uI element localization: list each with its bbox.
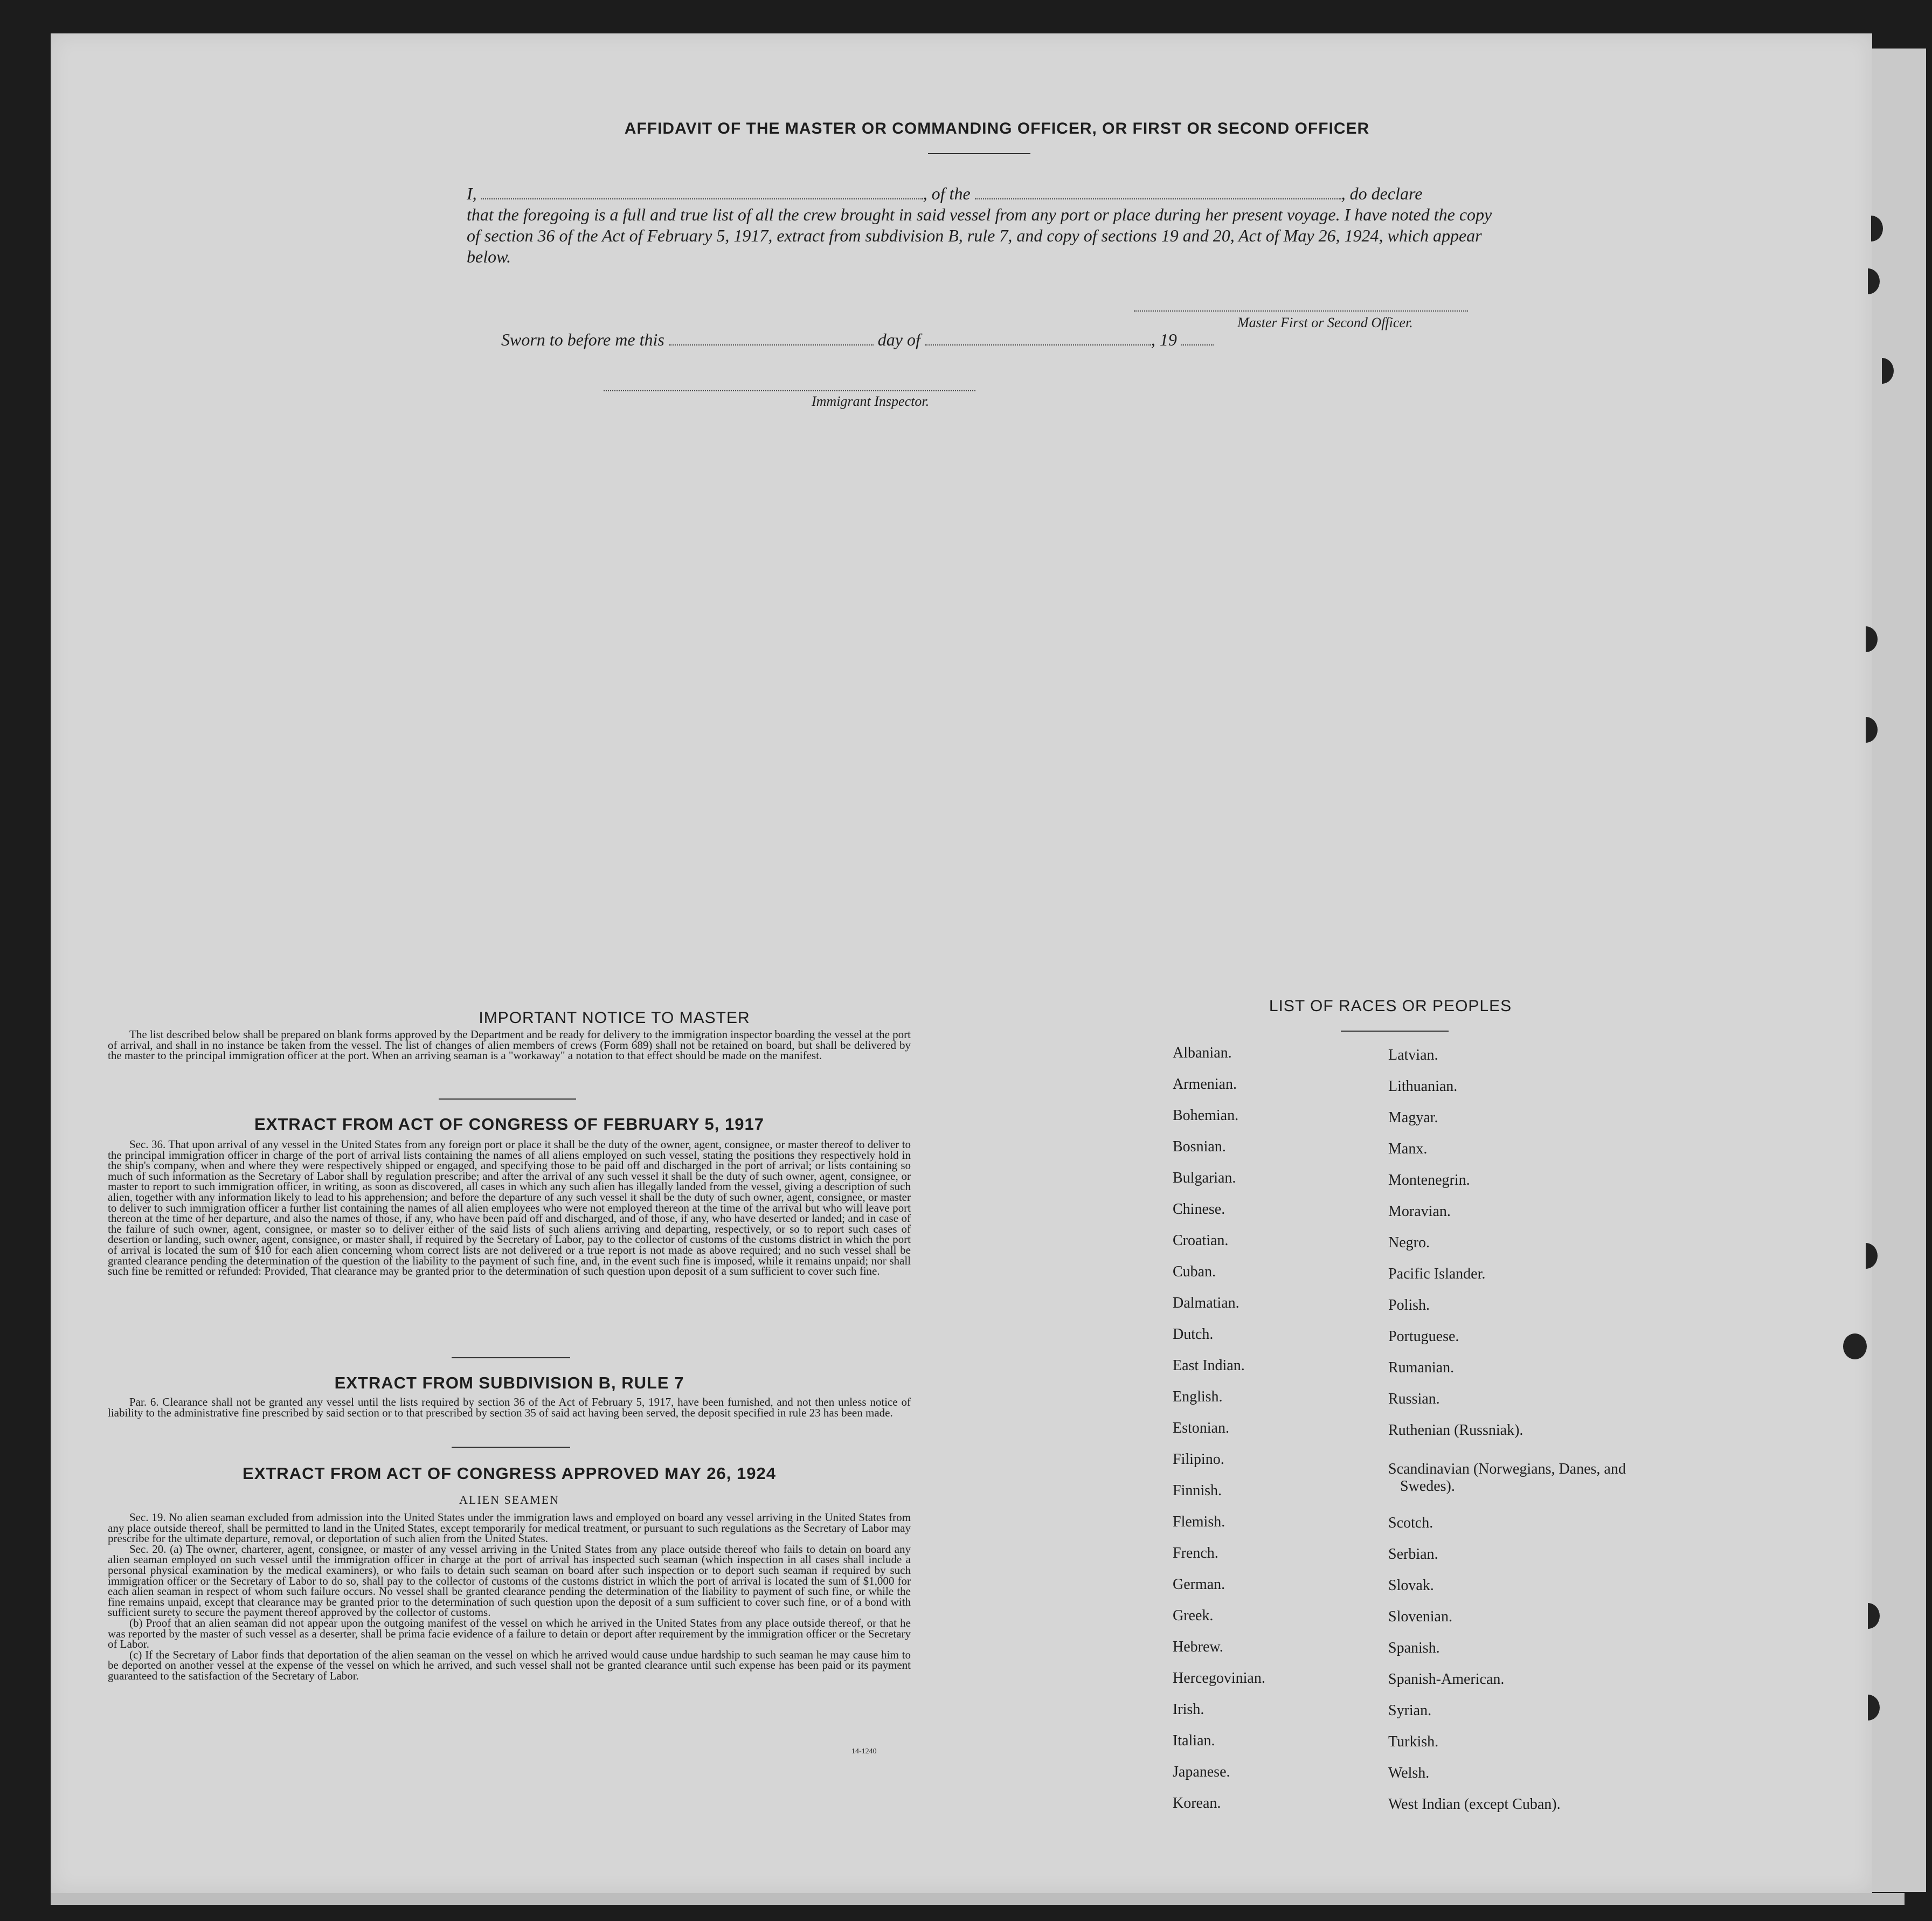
rule-7-title: EXTRACT FROM SUBDIVISION B, RULE 7 (334, 1373, 684, 1392)
section-20b-text: (b) Proof that an alien seaman did not appear upon the outgoing manifest of the vessel on which he arrived in the United States from any place outside thereof, or that he was reported by the master of such vessel as a deserter, shall be prima facie evidence of a failure to detain or deport after requirement by the immigration officer or the Secretary of Labor. (108, 1616, 911, 1651)
officer-signature-line[interactable] (1134, 310, 1468, 312)
race-item: Greek. (1173, 1607, 1214, 1624)
race-item: Negro. (1388, 1234, 1430, 1251)
form-number: 14-1240 (851, 1747, 877, 1756)
race-item: West Indian (except Cuban). (1388, 1796, 1561, 1813)
race-item: Filipino. (1173, 1451, 1224, 1468)
vessel-field[interactable] (975, 196, 1341, 199)
race-item: Bohemian. (1173, 1107, 1239, 1124)
race-item: Estonian. (1173, 1420, 1229, 1436)
race-item: French. (1173, 1545, 1218, 1561)
day-of-label: day of (877, 330, 920, 349)
race-item: Bulgarian. (1173, 1170, 1236, 1186)
declarant-prefix: I, (467, 184, 477, 203)
race-item: Spanish. (1388, 1640, 1440, 1656)
race-item: Scandinavian (Norwegians, Danes, and Swedes). (1388, 1461, 1626, 1495)
name-field[interactable] (481, 196, 923, 199)
race-item: Spanish-American. (1388, 1671, 1505, 1688)
inspector-signature-line[interactable] (604, 390, 975, 391)
race-item: Bosnian. (1173, 1138, 1226, 1155)
vessel-prefix: , of the (923, 184, 971, 203)
race-item: East Indian. (1173, 1357, 1245, 1374)
race-item: Polish. (1388, 1297, 1430, 1314)
race-item: Japanese. (1173, 1764, 1230, 1780)
race-item: Italian. (1173, 1732, 1215, 1749)
act-1924-body (108, 1512, 911, 1682)
race-item: Korean. (1173, 1795, 1221, 1812)
sworn-year-field[interactable] (1181, 342, 1214, 345)
race-item: Flemish. (1173, 1514, 1225, 1530)
year-label: , 19 (1151, 330, 1177, 349)
races-divider (1341, 1031, 1449, 1032)
race-item: Albanian. (1173, 1045, 1232, 1061)
sworn-line (501, 330, 1214, 350)
affidavit-line-1 (467, 183, 1496, 204)
section-19-text: Sec. 19. No alien seaman excluded from admission into the United States under the immigration laws and employed on board any vessel arriving in the United States from any place outside thereof, shall be permitted to land in the United States, except temporarily for medical treatment, or pursuant to such regulations as the Secretary of Labor may prescribe for the ultimate departure, removal, or deportation of such alien from the United States. (108, 1511, 911, 1545)
inspector-signature-label: Immigrant Inspector. (812, 393, 930, 409)
affidavit-title: AFFIDAVIT OF THE MASTER OR COMMANDING OFFICER, OR FIRST OR SECOND OFFICER (624, 120, 1370, 137)
sworn-date-field[interactable] (669, 342, 874, 345)
section-36-body: Sec. 36. That upon arrival of any vessel in the United States from any foreign port or place it shall be the duty of the owner, agent, consignee, or master thereof to deliver to the principal immigration officer in charge of the port of arrival lists containing the names of all aliens employed on such vessel, stating the positions they respectively hold in the ship's company, when and where they were respectively shipped or engaged, and specifying those to be paid off and discharged in the port of arrival; or lists containing so much of such information as the Secretary of Labor shall by regulation prescribe; and after the arrival of any such vessel it shall be the duty of such owner, agent, consignee, or master to report to such immigration officer, in writing, as soon as discovered, all cases in which any such alien has illegally landed from the vessel, giving a description of such alien, together with any information likely to lead to his apprehension; and before the departure of any such vessel it shall be the duty of such owner, agent, consignee, or master to deliver to such immigration officer a further list containing the names of all alien employees who were not employed thereon at the time of the arrival but who will leave port thereon at the time of her departure, and also the names of those, if any, who have been paid off and discharged, and of those, if any, who have deserted or landed; and in case of the failure of such owner, agent, consignee, or master so to deliver either of the said lists of such aliens arriving and departing, respectively, or so to report such cases of desertion or landing, such owner, agent, consignee, or master shall, if required by the Secretary of Labor, pay to the collector of customs of the customs district in which the port of arrival is located the sum of $10 for each alien concerning whom correct lists are not delivered or a true report is not made as above required; and no such vessel shall be granted clearance pending the determination of the question of the liability to the payment of such fine, and, in the event such fine is imposed, while it remains unpaid; nor shall such fine be remitted or refunded: Provided, That clearance may be granted prior to the determination of such question upon deposit of a sum sufficient to cover such fine. (108, 1138, 911, 1278)
race-item: Ruthenian (Russniak). (1388, 1422, 1524, 1439)
page-edge-bottom (51, 1893, 1905, 1905)
section-divider (452, 1357, 570, 1358)
binder-hole (1843, 1333, 1867, 1359)
race-item: Chinese. (1173, 1201, 1225, 1218)
race-item: Slovak. (1388, 1577, 1434, 1594)
race-item: German. (1173, 1576, 1225, 1593)
race-item: Irish. (1173, 1701, 1204, 1718)
race-item: Lithuanian. (1388, 1078, 1458, 1095)
race-item: English. (1173, 1388, 1223, 1405)
race-item: Moravian. (1388, 1203, 1451, 1220)
races-title: LIST OF RACES OR PEOPLES (1269, 997, 1512, 1015)
race-item: Dutch. (1173, 1326, 1214, 1343)
race-item: Finnish. (1173, 1482, 1222, 1499)
section-20c-text: (c) If the Secretary of Labor finds that deportation of the alien seaman on the vessel on which he arrived would cause undue hardship to such seaman he may cause him to be deported on another vessel at the expense of the vessel on which he arrived, and such vessel shall not be granted clearance until such expense has been paid or its payment guaranteed to the satisfaction of the Secretary of Labor. (108, 1648, 911, 1682)
affidavit-body (467, 183, 1496, 267)
section-divider (439, 1098, 576, 1100)
sworn-prefix: Sworn to before me this (501, 330, 664, 349)
race-item: Serbian. (1388, 1546, 1438, 1563)
race-item: Montenegrin. (1388, 1172, 1470, 1188)
race-item: Rumanian. (1388, 1359, 1455, 1376)
section-20a-text: Sec. 20. (a) The owner, charterer, agent, consignee, or master of any vessel arriving in the United States from any place outside thereof who fails to detain on board any alien seaman employed on such vessel until the immigration officer in charge at the port of arrival has inspected such seaman (which inspection in all cases shall include a personal physical examination by the medical examiners), or who fails to detain such seaman on board after such inspection or to deport such seaman if required by such immigration officer or the Secretary of Labor to do so, shall pay to the collector of customs of the customs district in which the port of arrival is located the sum of $1,000 for each alien seaman in respect of whom such failure occurs. No vessel shall be granted clearance pending the determination of the liability to payment of such fine, or while the fine remains unpaid, except that clearance may be granted prior to the determination of such question upon the deposit of a sum sufficient to cover such fine, or of a bond with sufficient surety to secure the payment thereof approved by the collector of customs. (108, 1542, 911, 1619)
sworn-month-field[interactable] (925, 342, 1151, 345)
declare-suffix: , do declare (1341, 184, 1423, 203)
race-item: Magyar. (1388, 1109, 1438, 1126)
race-item: Russian. (1388, 1391, 1440, 1407)
race-item: Cuban. (1173, 1263, 1216, 1280)
rule-7-body: Par. 6. Clearance shall not be granted any vessel until the lists required by section 36 of the Act of February 5, 1917, have been furnished, and not then unless notice of liability to the administrative fine prescribed by said section or to that prescribed by section 35 of said act having been served, the deposit specified in rule 23 has been made. (108, 1395, 911, 1419)
section-divider (452, 1447, 570, 1448)
act-1924-title: EXTRACT FROM ACT OF CONGRESS APPROVED MAY 26, 1924 (243, 1464, 776, 1483)
officer-signature-label: Master First or Second Officer. (1237, 315, 1413, 330)
title-divider (928, 153, 1030, 154)
affidavit-text: that the foregoing is a full and true list of all the crew brought in said vessel from any port or place during her present voyage. I have noted the copy of section 36 of the Act of February 5, 1917, extract from subdivision B, rule 7, and copy of sections 19 and 20, Act of May 26, 1924, which appear below. (467, 205, 1492, 266)
race-item: Croatian. (1173, 1232, 1229, 1249)
race-item: Latvian. (1388, 1047, 1438, 1063)
race-item: Welsh. (1388, 1765, 1430, 1781)
race-item: Hebrew. (1173, 1639, 1223, 1655)
race-item: Scotch. (1388, 1515, 1434, 1531)
alien-seamen-heading: ALIEN SEAMEN (459, 1493, 559, 1507)
race-item: Turkish. (1388, 1733, 1439, 1750)
notice-body: The list described below shall be prepared on blank forms approved by the Department and be ready for delivery to the immigration inspector boarding the vessel at the port of arrival, and shall in no instance be taken from the vessel. The list of changes of alien members of crews (Form 689) shall not be retained on board, but shall be delivered by the master to the principal immigration officer at the port. When an arriving seaman is a "workaway" a notation to that effect should be made on the manifest. (108, 1028, 911, 1062)
race-item: Armenian. (1173, 1076, 1237, 1093)
race-item: Hercegovinian. (1173, 1670, 1265, 1687)
race-item: Syrian. (1388, 1702, 1432, 1719)
notice-title: IMPORTANT NOTICE TO MASTER (479, 1009, 750, 1027)
race-item: Slovenian. (1388, 1608, 1452, 1625)
race-item: Manx. (1388, 1141, 1428, 1157)
section-36-title: EXTRACT FROM ACT OF CONGRESS OF FEBRUARY 5, 1917 (254, 1115, 764, 1134)
page-edge (1872, 49, 1926, 1892)
race-item: Pacific Islander. (1388, 1266, 1486, 1282)
race-item: Dalmatian. (1173, 1295, 1239, 1311)
race-item: Portuguese. (1388, 1328, 1459, 1345)
